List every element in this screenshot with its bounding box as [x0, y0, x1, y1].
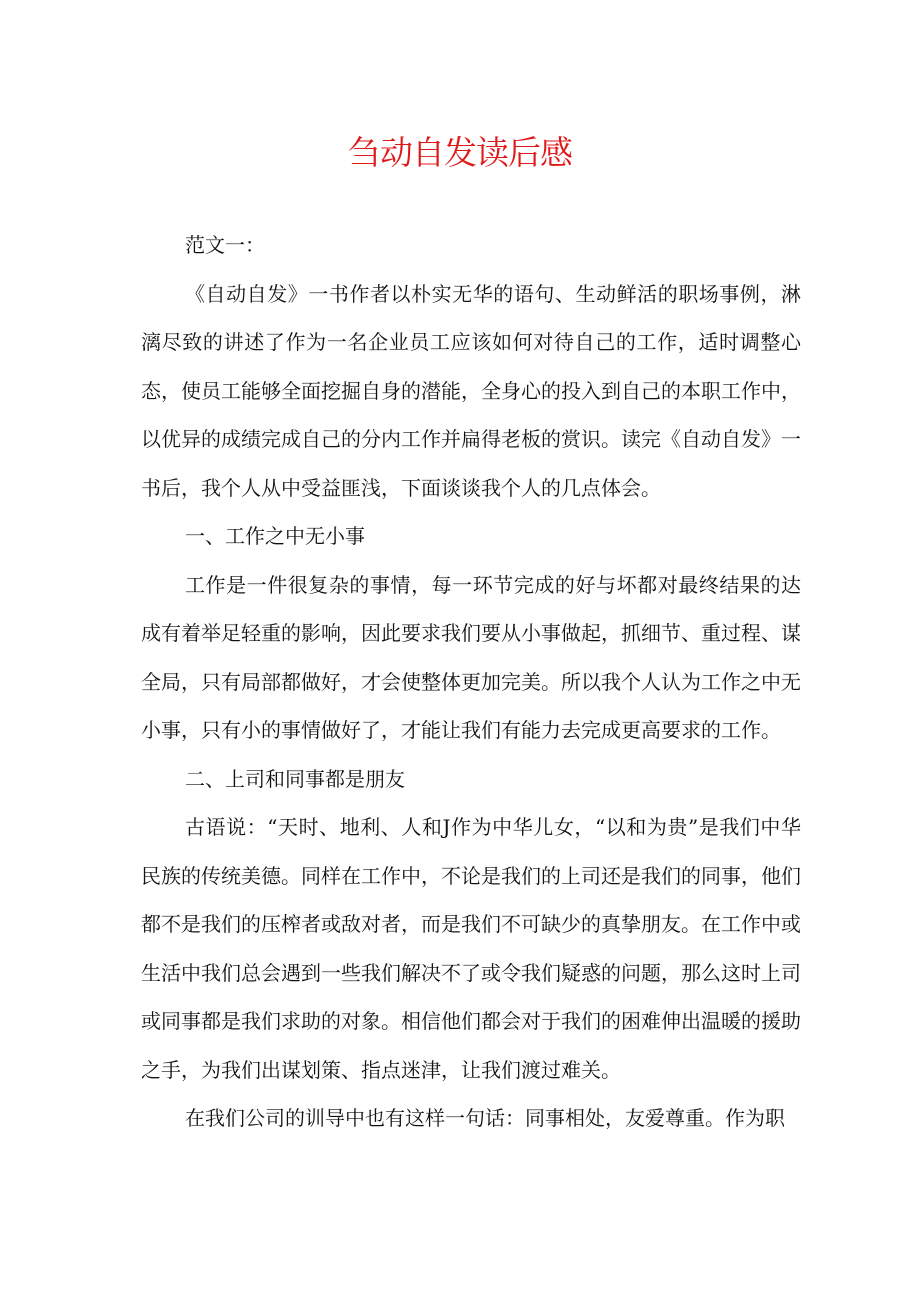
- paragraph-continuation: 在我们公司的训导中也有这样一句话：同事相处，友爱尊重。作为职: [185, 1106, 785, 1130]
- section-heading-2: 二、上司和同事都是朋友: [185, 766, 405, 791]
- paragraph-intro: 《自动自发》一书作者以朴实无华的语句、生动鲜活的职场事例，淋漓尽致的讲述了作为一名企业员工应该如何对待自己的工作，适时调整心态，使员工能够全面挖掘自身的潜能，全身心的投入到自己的本职工作中，以优异的成绩完成自己的分内工作并扁得老板的赏识。读完《自动自发》一书后，我个人从中受益匪浅，下面谈谈我个人的几点体会。: [141, 281, 801, 500]
- paragraph-heading-sample: 范文一：: [185, 233, 265, 257]
- document-title: 刍动自发读后感: [348, 133, 572, 172]
- document-body: [141, 221, 801, 1143]
- paragraph-section-1: 工作是一件很复杂的事情，每一环节完成的好与坏都对最终结果的达成有着举足轻重的影响，因此要求我们要从小事做起，抓细节、重过程、谋全局，只有局部都做好，才会使整体更加完美。所以我个人认为工作之中无小事，只有小的事情做好了，才能让我们有能力去完成更高要求的工作。: [141, 572, 801, 742]
- paragraph-section-2: 古语说：“天时、地利、人和J作为中华儿女，“以和为贵”是我们中华民族的传统美德。同样在工作中，不论是我们的上司还是我们的同事，他们都不是我们的压榨者或敌对者，而是我们不可缺少的真挚朋友。在工作中或生活中我们总会遇到一些我们解决不了或令我们疑惑的问题，那么这时上司或同事都是我们求助的对象。相信他们都会对于我们的困难伸出温暖的援助之手，为我们出谋划策、指点迷津，让我们渡过难关。: [141, 815, 801, 1082]
- section-heading-1: 一、工作之中无小事: [185, 524, 365, 548]
